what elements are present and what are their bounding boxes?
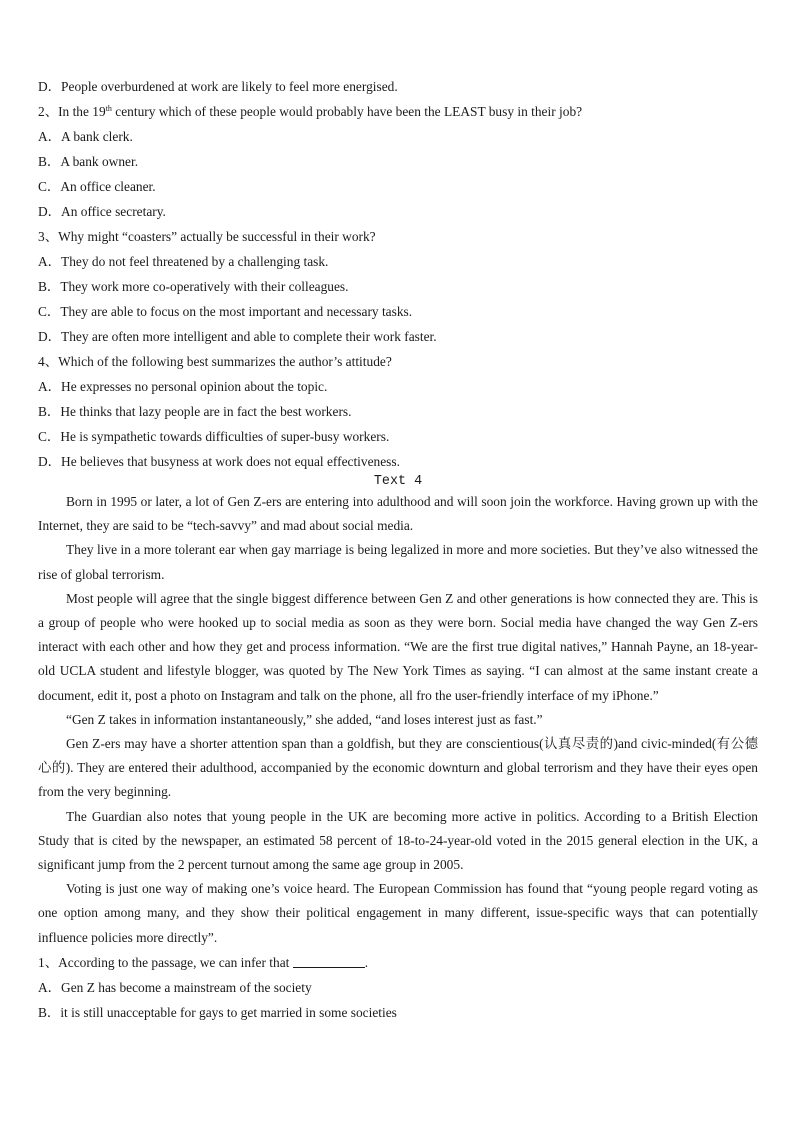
q3-option-d: D．They are often more intelligent and able to complete their work faster. xyxy=(38,329,437,344)
q3-option-b: B．They work more co-operatively with their colleagues. xyxy=(38,279,349,294)
q2-option-d: D．An office secretary. xyxy=(38,204,166,219)
q4-stem: 4、Which of the following best summarizes the author’s attitude? xyxy=(38,354,392,369)
q2-option-b: B．A bank owner. xyxy=(38,154,139,169)
text4-paragraph-3: Most people will agree that the single biggest difference between Gen Z and other generations is how connected they are. This is a group of people who were hooked up to social media as soon as they were born. Social media have changed the way Gen Z-ers interact with each other and how they get and process information. “We are the first true digital natives,” Hannah Payne, an 18-year-old UCLA student and lifestyle blogger, was quoted by The New York Times as saying. “I can almost at the same instant create a document, edit it, post a photo on Instagram and talk on the phone, all fro the user-friendly interface of my iPhone.” xyxy=(38,590,758,703)
q2-option-a: A．A bank clerk. xyxy=(38,129,133,144)
q3-stem: 3、Why might “coasters” actually be successful in their work? xyxy=(38,229,376,244)
q3-option-a: A．They do not feel threatened by a challenging task. xyxy=(38,254,329,269)
document-page xyxy=(38,74,758,1025)
q2-option-c: C．An office cleaner. xyxy=(38,179,156,194)
text4-title: Text 4 xyxy=(373,474,423,489)
text4-paragraph-6: The Guardian also notes that young people in the UK are becoming more active in politics. According to a British Election Study that is cited by the newspaper, an estimated 58 percent of 18-to-24-year-old voted in the 2015 general election in the UK, a significant jump from the 2 percent turnout among the same age group in 2005. xyxy=(38,808,758,873)
q2-stem: 2、In the 19th century which of these people would probably have been the LEAST busy in their job? xyxy=(38,104,583,119)
q4-option-d: D．He believes that busyness at work does not equal effectiveness. xyxy=(38,454,400,469)
q4-option-a: A．He expresses no personal opinion about the topic. xyxy=(38,379,328,394)
text4-paragraph-4: “Gen Z takes in information instantaneously,” she added, “and loses interest just as fast.” xyxy=(66,711,543,727)
text4-paragraph-1: Born in 1995 or later, a lot of Gen Z-ers are entering into adulthood and will soon join the workforce. Having grown up with the Internet, they are said to be “tech-savvy” and mad about social media. xyxy=(38,494,758,534)
t4q1-stem: 1、According to the passage, we can infer that . xyxy=(38,954,369,970)
text4-paragraph-7: Voting is just one way of making one’s voice heard. The European Commission has found that “young people regard voting as one option among many, and they show their political engagement in many different, issue-specific ways that can potentially influence policies more directly”. xyxy=(38,881,758,945)
q3-option-c: C．They are able to focus on the most important and necessary tasks. xyxy=(38,304,413,319)
text4-paragraph-5: Gen Z-ers may have a shorter attention span than a goldfish, but they are conscientious(认真尽责的)and civic-minded(有公德心的). They are entered their adulthood, accompanied by the economic downturn and global terrorism and they have their eyes open from the very beginning. xyxy=(38,736,758,800)
text4-paragraph-2: They live in a more tolerant ear when gay marriage is being legalized in more and more societies. But they’ve also witnessed the rise of global terrorism. xyxy=(38,542,758,582)
answer-blank xyxy=(293,955,365,968)
q1-option-d: D．People overburdened at work are likely to feel more energised. xyxy=(38,79,398,94)
t4q1-option-b: B．it is still unacceptable for gays to get married in some societies xyxy=(38,1004,397,1020)
q4-option-c: C．He is sympathetic towards difficulties of super-busy workers. xyxy=(38,429,390,444)
t4q1-option-a: A．Gen Z has become a mainstream of the society xyxy=(38,979,312,995)
q4-option-b: B．He thinks that lazy people are in fact the best workers. xyxy=(38,404,352,419)
